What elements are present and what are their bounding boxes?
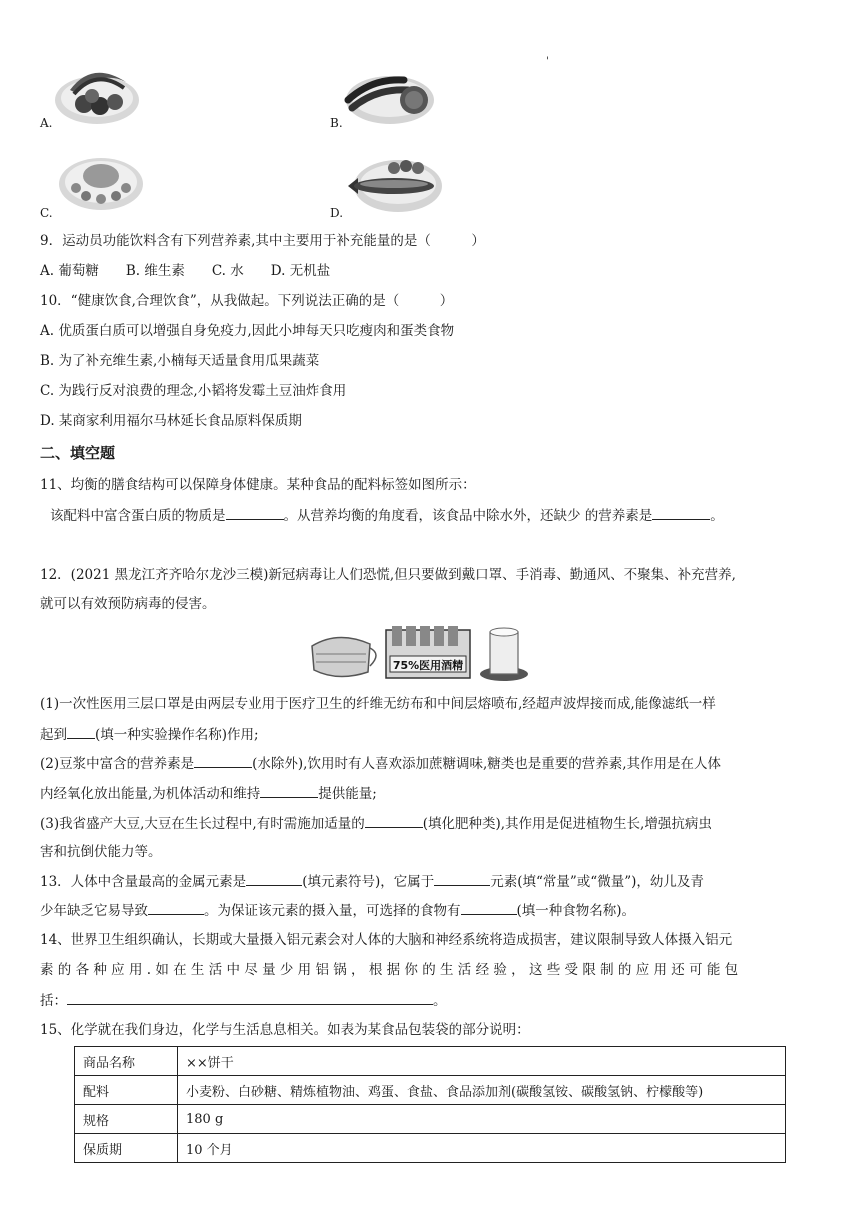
q13-text-f: (填一种食物名称)。 (516, 903, 636, 919)
question-10-option-c: C. 为践行反对浪费的理念,小韬将发霉土豆油炸食用 (40, 383, 347, 399)
q12-s1-text-b: (填一种实验操作名称)作用; (95, 727, 259, 743)
table-value: ××饼干 (178, 1047, 786, 1076)
q13-text-c: 元素(填“常量”或“微量”)，幼儿及青 (490, 874, 704, 890)
question-9-options: A. 葡萄糖 B. 维生素 C. 水 D. 无机盐 (40, 263, 331, 279)
question-13-line2 (40, 900, 635, 921)
table-value: 180 g (178, 1105, 786, 1134)
question-11-part2: 。从营养均衡的角度看，该食品中除水外，还缺少 的营养素是 (283, 508, 653, 524)
option-c-letter: C. (40, 206, 53, 220)
section-title: 二、填空题 (40, 444, 116, 462)
question-12-sub2-line2 (40, 783, 377, 804)
question-11-part1: 该配料中富含蛋白质的物质是 (50, 508, 226, 524)
table-key: 商品名称 (75, 1047, 178, 1076)
answer-blank[interactable] (226, 505, 284, 520)
table-key: 规格 (75, 1105, 178, 1134)
question-14-line2: 素 的 各 种 应 用 . 如 在 生 活 中 尽 量 少 用 铝 锅 ， 根 据 你 的 生 活 经 验 ， 这 些 受 限 制 的 应 用 还 可 能 包 (40, 962, 739, 978)
question-10-option-b: B. 为了补充维生素,小楠每天适量食用瓜果蔬菜 (40, 353, 320, 369)
fruit-plate-icon (52, 58, 142, 128)
q12-s1-text-a: 起到 (40, 727, 67, 743)
question-11-stem: 11、均衡的膳食结构可以保障身体健康。某种食品的配料标签如图所示： (40, 477, 476, 493)
question-10-option-d: D. 某商家利用福尔马林延长食品原料保质期 (40, 413, 302, 429)
question-12-sub1-line2 (40, 724, 259, 745)
q14-text-a: 括： (40, 993, 67, 1009)
question-15-stem: 15、化学就在我们身边，化学与生活息息相关。如表为某食品包装袋的部分说明： (40, 1022, 530, 1038)
table-row (75, 1076, 786, 1105)
answer-blank[interactable] (260, 783, 318, 798)
table-value: 10 个月 (178, 1134, 786, 1163)
question-12-sub2-line1 (40, 753, 721, 774)
stray-mark: ' (546, 56, 549, 67)
question-12-line2: 就可以有效预防病毒的侵害。 (40, 596, 216, 612)
mask-icon (312, 637, 376, 676)
table-key: 配料 (75, 1076, 178, 1105)
question-12-sub1-line1: (1)一次性医用三层口罩是由两层专业用于医疗卫生的纤维无纺布和中间层熔喷布,经超声波焊接而成,能像滤纸一样 (40, 696, 716, 712)
answer-blank[interactable] (365, 813, 423, 828)
box-label: 75%医用酒精 (392, 659, 464, 672)
q13-text-d: 少年缺乏它易导致 (40, 903, 148, 919)
question-14-line1: 14、世界卫生组织确认，长期或大量摄入铝元素会对人体的大脑和神经系统将造成损害，建议限制导致人体摄入铝元 (40, 932, 733, 948)
answer-blank[interactable] (652, 505, 710, 520)
q12-s3-text-a: (3)我省盛产大豆,大豆在生长过程中,有时需施加适量的 (40, 816, 365, 832)
option-a-letter: A. (40, 116, 53, 130)
alcohol-box-icon (386, 626, 470, 678)
vegetable-plate-icon (342, 60, 438, 130)
q12-s2-text-d: 提供能量; (318, 786, 377, 802)
q13-text-e: 。为保证该元素的摄入量，可选择的食物有 (204, 903, 461, 919)
rice-plate-icon (56, 148, 146, 214)
q13-text-b: (填元素符号)，它属于 (302, 874, 435, 890)
q12-images (308, 624, 530, 682)
answer-blank[interactable] (67, 724, 95, 739)
option-b-letter: B. (330, 116, 343, 130)
q12-s2-text-b: (水除外),饮用时有人喜欢添加蔗糖调味,糖类也是重要的营养素,其作用是在人体 (252, 756, 722, 772)
answer-blank[interactable] (461, 900, 517, 915)
q13-text-a: 13．人体中含量最高的金属元素是 (40, 874, 247, 890)
question-12-line1: 12．(2021 黑龙江齐齐哈尔龙沙三模)新冠病毒让人们恐慌,但只要做到戴口罩、手消毒、勤通风、不聚集、补充营养, (40, 567, 736, 583)
option-d-letter: D. (330, 206, 344, 220)
question-11-part3: 。 (710, 508, 724, 524)
question-10-option-a: A. 优质蛋白质可以增强自身免疫力,因此小坤每天只吃瘦肉和蛋类食物 (40, 323, 455, 339)
question-14-line3 (40, 990, 447, 1011)
q12-s2-text-a: (2)豆浆中富含的营养素是 (40, 756, 195, 772)
answer-blank[interactable] (434, 871, 490, 886)
table-key: 保质期 (75, 1134, 178, 1163)
q12-s2-text-c: 内经氧化放出能量,为机体活动和维持 (40, 786, 261, 802)
question-9-stem: 9．运动员功能饮料含有下列营养素,其中主要用于补充能量的是（ ） (40, 233, 485, 249)
table-row (75, 1105, 786, 1134)
question-13-line1 (40, 871, 704, 892)
table-value: 小麦粉、白砂糖、精炼植物油、鸡蛋、食盐、食品添加剂(碳酸氢铵、碳酸氢钠、柠檬酸等) (178, 1076, 786, 1105)
answer-blank[interactable] (246, 871, 302, 886)
question-12-sub3-line2: 害和抗倒伏能力等。 (40, 844, 162, 860)
fish-plate-icon (344, 150, 444, 216)
soy-milk-icon (480, 628, 528, 681)
table-row (75, 1047, 786, 1076)
q14-text-b: 。 (433, 993, 447, 1009)
question-12-sub3-line1 (40, 813, 712, 834)
q12-s3-text-b: (填化肥种类),其作用是促进植物生长,增强抗病虫 (422, 816, 712, 832)
answer-blank[interactable] (148, 900, 204, 915)
question-10-stem: 10．“健康饮食,合理饮食”，从我做起。下列说法正确的是（ ） (40, 293, 454, 309)
question-11-blank-line (50, 505, 724, 526)
answer-blank[interactable] (194, 753, 252, 768)
food-info-table (74, 1046, 786, 1163)
answer-blank[interactable] (67, 990, 433, 1005)
table-row (75, 1134, 786, 1163)
